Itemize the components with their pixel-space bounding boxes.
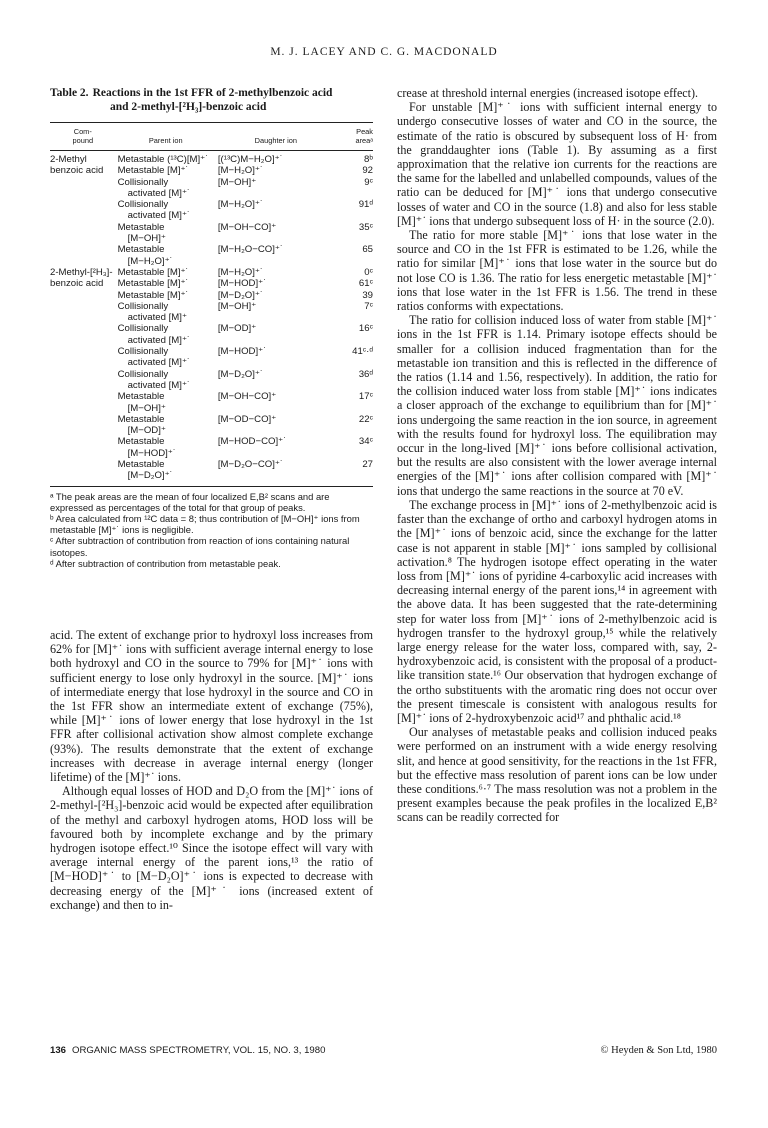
parent-ion-line-1: Collisionally — [117, 199, 169, 211]
footnote-a: ᵃ The peak areas are the mean of four localized E,B² scans and are expressed as percentages of the total for that group of peaks. — [50, 490, 330, 513]
parent-ion-line-1: Collisionally — [117, 300, 169, 312]
table-row — [50, 244, 373, 267]
table-row — [50, 199, 373, 222]
compound-cell — [50, 290, 116, 301]
parent-ion-line-2: activated [M]⁺˙ — [127, 357, 191, 369]
parent-ion-line-1: Collisionally — [117, 323, 169, 335]
parent-ion-line-1: Metastable (¹³C)[M]⁺˙ — [117, 154, 209, 165]
compound-cell — [50, 301, 116, 324]
table-header-row — [50, 123, 373, 150]
header-peak-line-1: Peak — [356, 127, 373, 136]
table-row — [50, 436, 373, 459]
reactions-table — [50, 123, 373, 482]
parent-ion-cell — [116, 278, 214, 289]
daughter-ion-cell: [M−H₂O]⁺˙ — [217, 165, 264, 177]
compound-name-line-1: 2-Methyl — [50, 154, 87, 165]
peak-area-cell: 7ᶜ — [364, 300, 373, 312]
paragraph: Although equal losses of HOD and D₂O from the [M]⁺˙ ions of 2-methyl-[²H₃]-benzoic acid would be expected after equilibration of the methyl and carboxyl hydrogen atoms, HOD loss will be favoured both by incomplete exchange and by the primary hydrogen isotope effect.¹⁰ Since the isotope effect will vary with average internal energy of the parent ions,¹³ the ratio of [M−HOD]⁺˙ to [M−D₂O]⁺˙ ions is expected to decrease with decreasing energy of the [M]⁺˙ ions (increased extent of exchange) and then to in- — [50, 784, 373, 912]
parent-ion-cell — [116, 222, 214, 245]
table-row — [50, 177, 373, 200]
compound-cell — [50, 154, 116, 165]
parent-ion-line-1: Metastable [M]⁺˙ — [117, 278, 189, 290]
table-row — [50, 369, 373, 392]
paragraph: The ratio for collision induced loss of water from stable [M]⁺˙ ions in the 1st FFR is 1.14. Primary isotope effects should be smaller for a collision induced fragmentation than for the metastable ion transition and this is reflected in the difference of the ratios (1.14 and 1.56, respectively). In addition, the ratio for the collision induced water loss from stable [M]⁺˙ ions indicates a closer approach of the exchange to equilibrium than for [M]⁺˙ ions undergoing the same reaction in the ion source, in agreement with the results found for hydroxyl loss. The equilibration may occur in the long-lived [M]⁺˙ ions before collisional activation, but the results are also consistent with the lower average internal energies of the [M]⁺˙ ions after collision compared with [M]⁺˙ ions that undergo the same reactions in the source at 70 eV. — [397, 313, 717, 498]
header-peak-line-2: areaᵃ — [355, 136, 373, 145]
peak-area-cell: 16ᶜ — [358, 323, 373, 335]
parent-ion-cell — [116, 459, 214, 482]
table-header-rule — [50, 150, 373, 151]
compound-cell — [50, 177, 116, 200]
parent-ion-cell — [116, 267, 214, 278]
parent-ion-line-2: [M−OD]⁺ — [127, 425, 166, 437]
parent-ion-cell — [116, 436, 214, 459]
parent-ion-line-2: activated [M]⁺˙ — [127, 379, 191, 391]
page-number: 136 — [50, 1045, 67, 1056]
parent-ion-cell — [116, 414, 214, 437]
parent-ion-line-1: Metastable — [117, 413, 165, 425]
parent-ion-line-1: Metastable — [117, 436, 165, 448]
header-peak — [334, 123, 373, 150]
parent-ion-cell — [116, 391, 214, 414]
table-bottom-rule — [50, 486, 373, 487]
daughter-ion-cell: [M−H₂O]⁺˙ — [217, 199, 264, 211]
parent-ion-line-2: activated [M]⁺ — [127, 312, 188, 324]
paragraph: Our analyses of metastable peaks and collision induced peaks were performed on an instrument with a wide energy resolving slit, and hence at good sensitivity, for the reactions in the 1st FFR, but the effective mass resolution of parent ions can be low under these conditions.⁶·⁷ The mass resolution was not a problem in the present examples because the peak profiles in the localized E,B² scans can be readily corrected for — [397, 725, 717, 825]
paragraph: acid. The extent of exchange prior to hydroxyl loss increases from 62% for [M]⁺˙ ions with sufficient average internal energy to lose both hydroxyl and CO in the source to 79% for [M]⁺˙ ions with sufficient energy to lose only hydroxyl in the source. [M]⁺˙ ions of intermediate energy that lose hydroxyl in the source and CO in the 1st FFR show an intermediate extent of exchange (75%), while [M]⁺˙ ions of lower energy that lose hydroxyl in the 1st FFR after collisional activation show almost complete exchange (93%). The results demonstrate that the extent of exchange increases with decrease in average internal energy (longer lifetime) of the [M]⁺˙ ions. — [50, 628, 373, 785]
table-row — [50, 459, 373, 482]
parent-ion-line-2: [M−D₂O]⁺˙ — [127, 470, 173, 482]
table-row — [50, 391, 373, 414]
peak-area-cell: 17ᶜ — [358, 391, 373, 403]
daughter-ion-cell: [(¹³C)M−H₂O]⁺˙ — [217, 154, 283, 165]
compound-cell — [50, 369, 116, 392]
table-row — [50, 267, 373, 278]
table-body — [50, 154, 373, 482]
table-row — [50, 414, 373, 437]
parent-ion-line-2: activated [M]⁺˙ — [127, 210, 191, 222]
parent-ion-cell — [116, 301, 214, 324]
daughter-ion-cell: [M−OH−CO]⁺ — [217, 391, 277, 403]
compound-cell: benzoic acid — [50, 278, 104, 290]
daughter-ion-cell: [M−OD−CO]⁺ — [217, 413, 277, 425]
daughter-ion-cell: [M−HOD−CO]⁺˙ — [217, 436, 287, 448]
peak-area-cell: 34ᶜ — [358, 436, 373, 448]
parent-ion-cell — [116, 199, 214, 222]
table-row — [50, 154, 373, 165]
parent-ion-line-2: activated [M]⁺˙ — [127, 334, 191, 346]
table-caption — [50, 86, 373, 114]
peak-area-cell: 35ᶜ — [358, 221, 373, 233]
compound-cell — [50, 199, 116, 222]
compound-cell — [50, 391, 116, 414]
compound-cell — [50, 436, 116, 459]
peak-area-cell: 91ᵈ — [358, 199, 373, 211]
table-row — [50, 346, 373, 369]
daughter-ion-cell: [M−OH]⁺ — [217, 300, 257, 312]
parent-ion-line-1: Metastable — [117, 459, 165, 471]
compound-name-line-1: 2-Methyl-[²H₃]- — [50, 266, 113, 278]
header-compound-line-2: pound — [72, 136, 94, 145]
compound-cell — [50, 414, 116, 437]
paragraph: The exchange process in [M]⁺˙ ions of 2-methylbenzoic acid is faster than the exchange of ortho and carboxyl hydrogen atoms in the [M]⁺˙ ions of benzoic acid, since the exchange for the latter case is not apparent in stable [M]⁺˙ ions sampled by collisional activation.⁸ The hydrogen isotope effect operating in the water loss from [M]⁺˙ ions of pyridine 4-carboxylic acid increases with decreasing internal energy of the parent ions,¹⁴ in agreement with the above data. It has been suggested that the rate-determining step for water loss from [M]⁺˙ ions of 2-methylbenzoic acid is hydrogen transfer to the hydroxyl group,¹⁵ while the relatively large energy release for the water loss, compared with, say, 2-hydroxybenzoic acid, is consistent with the proposal of a product-like transition state.¹⁶ Our observation that hydrogen exchange of the ortho substituents with the aromatic ring does not occur over the present timescale is consistent with analogous results for [M]⁺˙ ions of 2-hydroxybenzoic acid¹⁷ and phthalic acid.¹⁸ — [397, 497, 717, 725]
footnote-b: ᵇ Area calculated from ¹²C data = 8; thus contribution of [M−OH]⁺ ions from metastable [M]⁺˙ ions is negligible. — [50, 513, 360, 536]
footnote-c: ᶜ After subtraction of contribution from reaction of ions containing natural isotopes. — [50, 535, 350, 558]
parent-ion-line-1: Metastable [M]⁺˙ — [117, 289, 189, 301]
parent-ion-cell — [116, 154, 214, 165]
compound-cell — [50, 346, 116, 369]
daughter-ion-cell: [M−H₂O−CO]⁺˙ — [217, 244, 284, 256]
compound-cell — [50, 244, 116, 267]
daughter-ion-cell: [M−HOD]⁺˙ — [217, 278, 267, 290]
parent-ion-line-1: Metastable [M]⁺˙ — [117, 165, 189, 177]
peak-area-cell: 36ᵈ — [358, 368, 373, 380]
daughter-ion-cell: [M−D₂O]⁺˙ — [217, 289, 264, 301]
parent-ion-line-1: Metastable [M]⁺˙ — [117, 266, 189, 278]
table-row — [50, 301, 373, 324]
daughter-ion-cell: [M−OH−CO]⁺ — [217, 221, 277, 233]
daughter-ion-cell: [M−OD]⁺ — [217, 323, 257, 335]
daughter-ion-cell: [M−H₂O]⁺˙ — [217, 266, 264, 278]
paragraph: The ratio for more stable [M]⁺˙ ions that lose water in the source and CO in the 1st FFR is estimated to be 1.26, while the ratio for similar [M]⁺˙ ions that lose water in the source but do not lose CO is 1.36. The ratio for less energetic metastable [M]⁺˙ ions that lose water in the 1st FFR is 1.56. The trend in these ratios conforms with expectations. — [397, 228, 717, 314]
daughter-ion-cell: [M−HOD]⁺˙ — [217, 346, 267, 358]
table-footnotes — [50, 491, 373, 569]
compound-cell — [50, 459, 116, 482]
parent-ion-line-1: Metastable — [117, 244, 165, 256]
paragraph: For unstable [M]⁺˙ ions with sufficient internal energy to undergo consecutive losses of water and CO in the source, the estimate of the ratio is obscured by subsequent loss of H· from the granddaughter ions (Table 1). By assuming as a first approximation that the relative ion currents for the reactions are the same for the labelled and unlabelled compounds, values of the ratio can be deduced for [M]⁺˙ ions that undergo consecutive losses of water and CO in the source (1.8) and also for less stable [M]⁺˙ ions that undergo subsequent loss of H· in the source (2.0). — [397, 100, 717, 228]
peak-area-cell: 8ᵇ — [364, 154, 373, 165]
table-row — [50, 323, 373, 346]
peak-area-cell: 0ᶜ — [364, 266, 373, 278]
compound-cell — [50, 323, 116, 346]
table-row — [50, 165, 373, 176]
copyright-notice: © Heyden & Son Ltd, 1980 — [600, 1045, 717, 1056]
parent-ion-cell — [116, 165, 214, 176]
table-title-text: Reactions in the 1st FFR of 2-methylbenzoic acid — [92, 87, 333, 99]
peak-area-cell: 22ᶜ — [358, 413, 373, 425]
parent-ion-cell — [116, 244, 214, 267]
table-row — [50, 290, 373, 301]
compound-cell: benzoic acid — [50, 165, 104, 177]
parent-ion-cell — [116, 346, 214, 369]
parent-ion-line-2: [M−H₂O]⁺˙ — [127, 255, 173, 267]
peak-area-cell: 27 — [362, 459, 373, 471]
daughter-ion-cell: [M−D₂O−CO]⁺˙ — [217, 459, 284, 471]
paragraph: crease at threshold internal energies (increased isotope effect). — [397, 86, 699, 100]
header-daughter: Daughter ion — [254, 136, 297, 145]
parent-ion-line-1: Metastable — [117, 391, 165, 403]
parent-ion-cell — [116, 369, 214, 392]
table-title-line-2: and 2-methyl-[²H₃]-benzoic acid — [110, 101, 267, 113]
parent-ion-cell — [116, 177, 214, 200]
daughter-ion-cell: [M−OH]⁺ — [217, 176, 257, 188]
page-footer-left — [50, 1045, 325, 1056]
table-2 — [50, 86, 373, 569]
parent-ion-cell — [116, 323, 214, 346]
compound-cell — [50, 222, 116, 245]
running-head: M. J. LACEY AND C. G. MACDONALD — [270, 46, 498, 58]
compound-cell — [50, 267, 116, 278]
parent-ion-line-2: [M−OH]⁺ — [127, 402, 166, 414]
peak-area-cell: 9ᶜ — [364, 176, 373, 188]
peak-area-cell: 61ᶜ — [358, 278, 373, 290]
parent-ion-line-2: [M−OH]⁺ — [127, 233, 166, 245]
peak-area-cell: 39 — [362, 289, 373, 301]
parent-ion-line-2: [M−HOD]⁺˙ — [127, 447, 177, 459]
table-number: Table 2. — [50, 87, 89, 99]
parent-ion-line-1: Metastable — [117, 221, 165, 233]
daughter-ion-cell: [M−D₂O]⁺˙ — [217, 368, 264, 380]
parent-ion-line-1: Collisionally — [117, 176, 169, 188]
parent-ion-cell — [116, 290, 214, 301]
header-parent: Parent ion — [148, 136, 183, 145]
table-title-line-1 — [50, 86, 373, 100]
table-row — [50, 278, 373, 289]
footnote-d: ᵈ After subtraction of contribution from metastable peak. — [50, 557, 281, 569]
left-column-text — [50, 628, 373, 912]
parent-ion-line-1: Collisionally — [117, 368, 169, 380]
peak-area-cell: 41ᶜ·ᵈ — [352, 346, 373, 358]
journal-citation: ORGANIC MASS SPECTROMETRY, VOL. 15, NO. 3, 1980 — [72, 1045, 326, 1056]
right-column-text — [397, 86, 717, 825]
table-row — [50, 222, 373, 245]
parent-ion-line-2: activated [M]⁺˙ — [127, 187, 191, 199]
peak-area-cell: 92 — [362, 165, 373, 177]
header-compound — [50, 123, 116, 150]
header-compound-line-1: Com- — [73, 127, 92, 136]
peak-area-cell: 65 — [362, 244, 373, 256]
parent-ion-line-1: Collisionally — [117, 346, 169, 358]
